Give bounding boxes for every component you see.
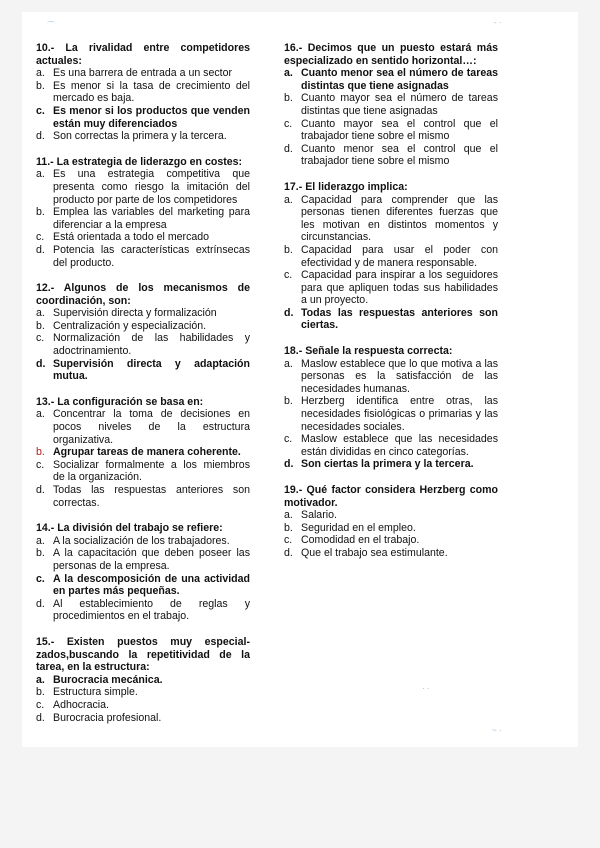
question-title: 15.- Existen puestos muy especial-zados,buscando la repetitividad de la tarea, en la estructura: bbox=[36, 635, 250, 674]
option-d: d. Al establecimiento de reglas y procedimientos en el trabajo. bbox=[36, 597, 250, 623]
option-b: b. Cuanto mayor sea el número de tareas distintas que tiene asignadas bbox=[284, 92, 498, 117]
option-a: a. Concentrar la toma de decisiones en pocos niveles de la estructura organizativa. bbox=[36, 408, 250, 446]
option-c: c. Comodidad en el trabajo. bbox=[284, 534, 420, 547]
right-column bbox=[284, 42, 498, 573]
option-b: b. Es menor si la tasa de crecimiento del mercado es baja. bbox=[36, 79, 250, 105]
question-10 bbox=[36, 42, 250, 143]
question-title: 14.- La división del trabajo se refiere: bbox=[36, 522, 223, 535]
question-title: 17.- El liderazgo implica: bbox=[284, 180, 408, 193]
question-title: 19.- Qué factor considera Herzberg como motivador. bbox=[284, 484, 498, 509]
option-b: b. Capacidad para usar el poder con efectividad y de manera responsable. bbox=[284, 243, 498, 269]
question-15 bbox=[36, 636, 250, 724]
option-a: a. Supervisión directa y formalización bbox=[36, 307, 217, 320]
option-c-correct: c. Es menor si los productos que venden están muy diferenciados bbox=[36, 104, 250, 130]
option-c: c. Normalización de las habilidades y adoctrinamiento. bbox=[36, 332, 250, 358]
option-d-correct: d. Son ciertas la primera y la tercera. bbox=[284, 458, 474, 471]
option-b: b. Centralización y especialización. bbox=[36, 319, 207, 332]
option-a: a. Maslow establece que lo que motiva a las personas es la satisfacción de las necesidades humanas. bbox=[284, 357, 498, 395]
option-d: d. Todas las respuestas anteriores son correctas. bbox=[36, 484, 250, 509]
option-a: a. Capacidad para comprender que las personas tienen diferentes fuerzas que les motivan en distintos momentos y circunstancias. bbox=[284, 193, 498, 244]
question-13 bbox=[36, 396, 250, 509]
option-c: c. Capacidad para inspirar a los seguidores para que apliquen todas sus habilidades a un proyecto. bbox=[284, 269, 498, 307]
question-19 bbox=[284, 484, 498, 560]
scan-mark: - · bbox=[494, 18, 502, 27]
option-a: a. Es una barrera de entrada a un sector bbox=[36, 67, 233, 80]
option-a: a. Es una estrategia competitiva que presenta como riesgo la imitación del producto por parte de los competidores bbox=[36, 168, 250, 206]
scan-mark: ⌒ bbox=[47, 21, 55, 30]
document-page bbox=[22, 12, 578, 747]
option-b: b. Estructura simple. bbox=[36, 686, 138, 699]
question-title: 11.- La estrategia de liderazgo en costes: bbox=[36, 155, 243, 168]
question-title: 13.- La configuración se basa en: bbox=[36, 395, 204, 408]
scan-mark: ~ · bbox=[492, 726, 502, 735]
option-d: d. Son correctas la primera y la tercera. bbox=[36, 130, 227, 143]
option-b: b. Herzberg identifica entre otras, las necesidades fisiológicas o primarias y las necesidades sociales. bbox=[284, 395, 498, 433]
option-c: c. Está orientada a todo el mercado bbox=[36, 231, 210, 244]
option-a: a. A la socialización de los trabajadores. bbox=[36, 534, 230, 547]
option-d: d. Cuanto menor sea el control que el trabajador tiene sobre el mismo bbox=[284, 142, 498, 168]
option-c-correct: c. A la descomposición de una actividad en partes más pequeñas. bbox=[36, 572, 250, 598]
option-d: d. Que el trabajo sea estimulante. bbox=[284, 546, 448, 559]
question-17 bbox=[284, 181, 498, 332]
option-c: c. Cuanto mayor sea el control que el trabajador tiene sobre el mismo bbox=[284, 117, 498, 143]
option-d-correct: d. Todas las respuestas anteriores son ciertas. bbox=[284, 306, 498, 332]
question-title: 10.- La rivalidad entre competidores actuales: bbox=[36, 42, 250, 67]
option-d: d. Burocracia profesional. bbox=[36, 711, 162, 724]
option-c: c. Socializar formalmente a los miembros de la organización. bbox=[36, 458, 250, 484]
option-d-correct: d. Supervisión directa y adaptación mutua. bbox=[36, 357, 250, 383]
scan-mark: · · bbox=[422, 684, 430, 693]
left-column bbox=[36, 42, 250, 737]
question-11 bbox=[36, 156, 250, 269]
option-a: a. Salario. bbox=[284, 509, 337, 522]
option-d: d. Potencia las características extrínsecas del producto. bbox=[36, 243, 250, 269]
option-b: b. Emplea las variables del marketing para diferenciar a la empresa bbox=[36, 206, 250, 231]
question-18 bbox=[284, 345, 498, 471]
option-b: b. Seguridad en el empleo. bbox=[284, 521, 416, 534]
question-title: 12.- Algunos de los mecanismos de coordinación, son: bbox=[36, 282, 250, 307]
question-title: 18.- Señale la respuesta correcta: bbox=[284, 345, 453, 358]
question-title: 16.- Decimos que un puesto estará más especializado en sentido horizontal…: bbox=[284, 42, 498, 67]
question-16 bbox=[284, 42, 498, 168]
option-a-correct: a. Burocracia mecánica. bbox=[36, 673, 163, 686]
question-14 bbox=[36, 522, 250, 623]
option-c: c. Maslow establece que las necesidades están divididas en cinco categorías. bbox=[284, 433, 498, 458]
option-a-correct: a. Cuanto menor sea el número de tareas distintas que tiene asignadas bbox=[284, 67, 498, 92]
question-12 bbox=[36, 282, 250, 383]
option-b: b. A la capacitación que deben poseer las personas de la empresa. bbox=[36, 547, 250, 572]
option-b-correct: b. Agrupar tareas de manera coherente. bbox=[36, 446, 241, 459]
option-c: c. Adhocracia. bbox=[36, 698, 109, 711]
